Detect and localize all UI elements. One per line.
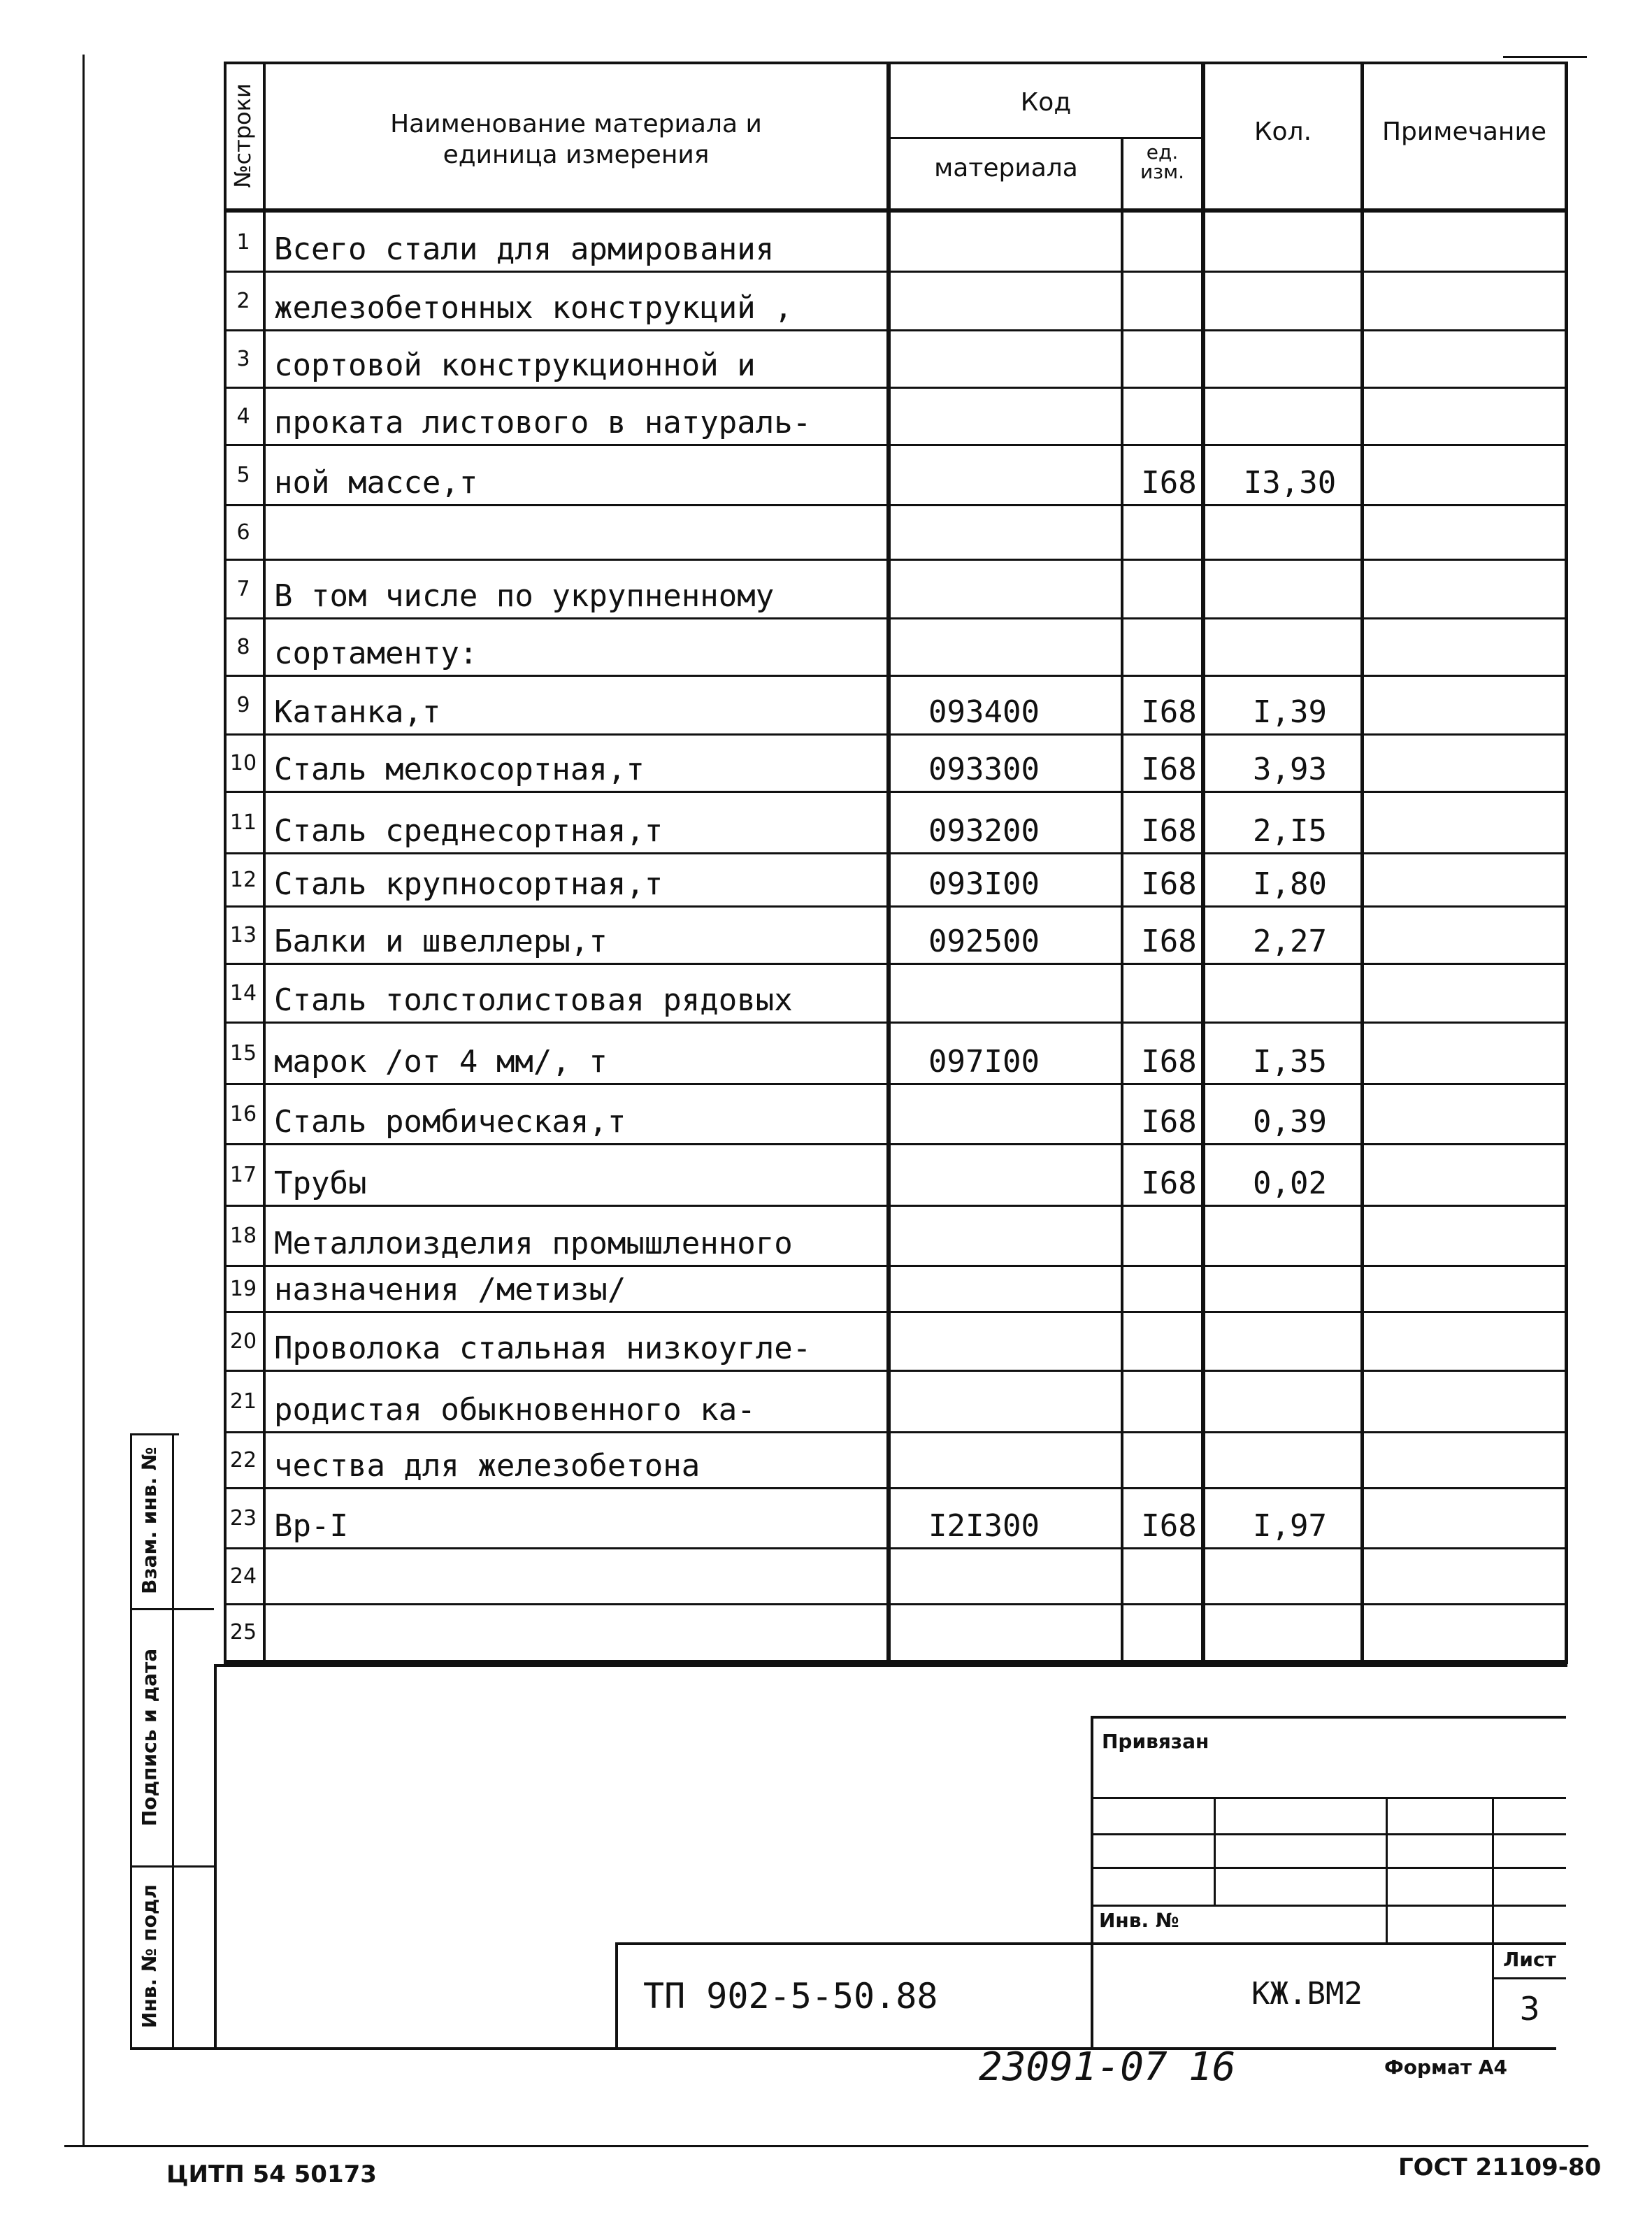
handwritten-number: 23091-07: [979, 2044, 1168, 2090]
note: [1370, 675, 1567, 734]
material-code: 093200: [928, 813, 1040, 849]
note: [1370, 1205, 1567, 1266]
row-number: 1: [236, 229, 250, 255]
material-code: [900, 1144, 1131, 1205]
table-row: [224, 445, 1567, 505]
podpis-data-label: Подпись и дата: [138, 1648, 161, 1827]
col-qty-header: Кол.: [1254, 117, 1312, 146]
material-name: Трубы: [274, 1166, 367, 1201]
quantity: 0,39: [1253, 1104, 1327, 1140]
table-row: [224, 1548, 1567, 1604]
unit-code: [1127, 271, 1211, 330]
table-row: [224, 1432, 1567, 1488]
row-number: 22: [229, 1447, 257, 1472]
material-code: [900, 963, 1131, 1022]
unit-code: I68: [1141, 752, 1197, 787]
note: [1370, 734, 1567, 791]
material-code: [900, 1266, 1131, 1312]
material-code: 092500: [928, 924, 1040, 959]
materials-table: [224, 62, 1567, 1664]
format-label: Формат А4: [1384, 2056, 1507, 2079]
col-code-unit-line1: ед.: [1146, 141, 1179, 164]
material-name: Катанка,т: [274, 694, 441, 730]
note: [1370, 1604, 1567, 1660]
material-code: [900, 387, 1131, 445]
material-name: железобетонных конструкций ,: [274, 290, 793, 326]
gost-label: ГОСТ 21109-80: [1398, 2153, 1602, 2181]
unit-code: [1127, 559, 1211, 618]
handwritten-page: 16: [1188, 2044, 1236, 2090]
table-row: [224, 330, 1567, 387]
note: [1370, 1370, 1567, 1432]
table-row: [224, 1266, 1567, 1312]
material-code: [900, 618, 1131, 675]
row-number: 17: [229, 1162, 257, 1187]
row-number: 16: [229, 1101, 257, 1126]
row-number: 7: [236, 576, 250, 601]
material-code: [900, 213, 1131, 271]
table-row: [224, 1370, 1567, 1432]
unit-code: [1127, 1604, 1211, 1660]
outer-left-border: [82, 55, 85, 2145]
material-code: 093300: [928, 752, 1040, 787]
material-name: Проволока стальная низкоугле-: [274, 1331, 812, 1366]
note: [1370, 1488, 1567, 1548]
document-mark: КЖ.ВМ2: [1251, 1976, 1363, 2012]
material-name: [274, 1604, 889, 1660]
quantity: [1209, 963, 1370, 1022]
note: [1370, 330, 1567, 387]
quantity: 2,I5: [1253, 813, 1327, 849]
table-row: [224, 1488, 1567, 1548]
row-number: 5: [236, 462, 250, 487]
quantity: [1209, 559, 1370, 618]
top-corner-mark: [1503, 56, 1587, 58]
material-name: Металлоизделия промышленного: [274, 1226, 793, 1261]
material-name: Вр-I: [274, 1508, 348, 1544]
col-code-unit-header: [1123, 143, 1201, 182]
unit-code: I68: [1141, 1104, 1197, 1140]
table-row: [224, 1312, 1567, 1370]
quantity: [1209, 1312, 1370, 1370]
row-number: 12: [229, 867, 257, 892]
unit-code: [1127, 213, 1211, 271]
col-code-header: Код: [1020, 88, 1072, 117]
material-name: проката листового в натураль-: [274, 405, 812, 440]
col-name-header: [266, 109, 886, 171]
unit-code: [1127, 1312, 1211, 1370]
note: [1370, 791, 1567, 853]
table-row: [224, 387, 1567, 445]
note: [1370, 1144, 1567, 1205]
unit-code: I68: [1141, 465, 1197, 501]
material-code: [900, 1548, 1131, 1604]
quantity: [1209, 271, 1370, 330]
material-code: [900, 445, 1131, 505]
material-name: Сталь ромбическая,т: [274, 1104, 626, 1140]
col-code-unit-line2: изм.: [1140, 160, 1185, 183]
material-code: [900, 1312, 1131, 1370]
table-row: [224, 906, 1567, 963]
inv-podl-label: Инв. № подл: [138, 1884, 161, 2029]
material-code: [900, 330, 1131, 387]
note: [1370, 387, 1567, 445]
row-number: 14: [229, 980, 257, 1005]
material-name: [274, 505, 889, 559]
material-name: родистая обыкновенного ка-: [274, 1392, 756, 1428]
material-name: Сталь среднесортная,т: [274, 813, 663, 849]
outer-bottom-border: [64, 2145, 1588, 2147]
note: [1370, 1266, 1567, 1312]
quantity: I,39: [1253, 694, 1327, 730]
note: [1370, 271, 1567, 330]
sheet-number: 3: [1519, 1990, 1540, 2028]
material-name: Сталь крупносортная,т: [274, 866, 663, 902]
table-row: [224, 734, 1567, 791]
quantity: [1209, 1432, 1370, 1488]
table-row: [224, 505, 1567, 559]
quantity: [1209, 1266, 1370, 1312]
row-number: 20: [229, 1328, 257, 1354]
quantity: [1209, 1604, 1370, 1660]
material-code: 097I00: [928, 1044, 1040, 1080]
material-name: сортовой конструкционной и: [274, 347, 756, 383]
quantity: I3,30: [1243, 465, 1337, 501]
material-name: марок /от 4 мм/, т: [274, 1044, 608, 1080]
quantity: 0,02: [1253, 1166, 1327, 1201]
quantity: [1209, 1370, 1370, 1432]
material-name: Сталь толстолистовая рядовых: [274, 982, 793, 1018]
row-number: 18: [229, 1223, 257, 1248]
unit-code: [1127, 387, 1211, 445]
unit-code: [1127, 1205, 1211, 1266]
unit-code: I68: [1141, 1508, 1197, 1544]
material-code: [900, 1084, 1131, 1144]
unit-code: [1127, 1432, 1211, 1488]
material-code: [900, 1205, 1131, 1266]
table-row: [224, 791, 1567, 853]
note: [1370, 1084, 1567, 1144]
unit-code: I68: [1141, 866, 1197, 902]
note: [1370, 1432, 1567, 1488]
unit-code: [1127, 330, 1211, 387]
table-row: [224, 853, 1567, 906]
table-row: [224, 213, 1567, 271]
unit-code: I68: [1141, 924, 1197, 959]
table-row: [224, 1084, 1567, 1144]
note: [1370, 1022, 1567, 1084]
table-row: [224, 1604, 1567, 1660]
unit-code: [1127, 1266, 1211, 1312]
sheet-label: Лист: [1503, 1948, 1556, 1971]
table-row: [224, 559, 1567, 618]
row-number: 4: [236, 403, 250, 429]
quantity: [1209, 505, 1370, 559]
row-number: 10: [229, 750, 257, 775]
table-row: [224, 1022, 1567, 1084]
table-row: [224, 1144, 1567, 1205]
row-number: 19: [229, 1276, 257, 1301]
material-name: Балки и швеллеры,т: [274, 924, 608, 959]
material-name: [274, 1548, 889, 1604]
material-code: [900, 1370, 1131, 1432]
note: [1370, 445, 1567, 505]
material-name: назначения /метизы/: [274, 1272, 626, 1307]
unit-code: I68: [1141, 1166, 1197, 1201]
row-number: 13: [229, 922, 257, 947]
unit-code: [1127, 1548, 1211, 1604]
quantity: [1209, 1548, 1370, 1604]
unit-code: [1127, 963, 1211, 1022]
quantity: [1209, 213, 1370, 271]
material-code: 093I00: [928, 866, 1040, 902]
quantity: I,80: [1253, 866, 1327, 902]
note: [1370, 1548, 1567, 1604]
material-code: I2I300: [928, 1508, 1040, 1544]
row-number: 23: [229, 1505, 257, 1531]
unit-code: [1127, 1370, 1211, 1432]
quantity: [1209, 330, 1370, 387]
unit-code: I68: [1141, 694, 1197, 730]
inv-no-label: Инв. №: [1099, 1909, 1179, 1932]
privyazan-label: Привязан: [1102, 1730, 1209, 1753]
row-number: 6: [236, 519, 250, 545]
note: [1370, 618, 1567, 675]
col-name-header-line2: единица измерения: [443, 141, 710, 169]
quantity: 2,27: [1253, 924, 1327, 959]
row-number: 2: [236, 288, 250, 313]
quantity: 3,93: [1253, 752, 1327, 787]
row-number: 24: [229, 1563, 257, 1589]
material-code: [900, 271, 1131, 330]
note: [1370, 1312, 1567, 1370]
row-number: 25: [229, 1619, 257, 1644]
unit-code: [1127, 618, 1211, 675]
table-row: [224, 1205, 1567, 1266]
quantity: I,97: [1253, 1508, 1327, 1544]
material-code: 093400: [928, 694, 1040, 730]
material-code: [900, 559, 1131, 618]
material-name: сортаменту:: [274, 636, 478, 671]
unit-code: [1127, 505, 1211, 559]
row-number: 3: [236, 346, 250, 371]
vzam-inv-label: Взам. инв. №: [138, 1447, 161, 1594]
row-number: 21: [229, 1389, 257, 1414]
material-code: [900, 505, 1131, 559]
table-row: [224, 963, 1567, 1022]
material-name: Всего стали для армирования: [274, 231, 775, 267]
col-code-material-header: материала: [934, 154, 1078, 182]
quantity: [1209, 387, 1370, 445]
col-note-header: Примечание: [1381, 117, 1547, 146]
row-number: 15: [229, 1040, 257, 1066]
note: [1370, 213, 1567, 271]
material-name: ной массе,т: [274, 465, 478, 501]
material-name: чества для железобетона: [274, 1448, 701, 1484]
note: [1370, 853, 1567, 906]
unit-code: I68: [1141, 813, 1197, 849]
document-code: ТП 902-5-50.88: [643, 1976, 938, 2016]
quantity: I,35: [1253, 1044, 1327, 1080]
table-row: [224, 271, 1567, 330]
row-number: 9: [236, 692, 250, 717]
col-row-number-header: №строки: [229, 83, 256, 188]
unit-code: I68: [1141, 1044, 1197, 1080]
table-row: [224, 618, 1567, 675]
table-row: [224, 675, 1567, 734]
note: [1370, 559, 1567, 618]
note: [1370, 963, 1567, 1022]
note: [1370, 906, 1567, 963]
material-code: [900, 1604, 1131, 1660]
material-code: [900, 1432, 1131, 1488]
publisher-code: ЦИТП 54 50173: [166, 2160, 377, 2188]
col-name-header-line1: Наименование материала и: [390, 110, 762, 138]
material-name: В том числе по укрупненному: [274, 578, 775, 614]
quantity: [1209, 618, 1370, 675]
note: [1370, 505, 1567, 559]
quantity: [1209, 1205, 1370, 1266]
row-number: 8: [236, 634, 250, 659]
material-name: Сталь мелкосортная,т: [274, 752, 645, 787]
row-number: 11: [229, 810, 257, 835]
